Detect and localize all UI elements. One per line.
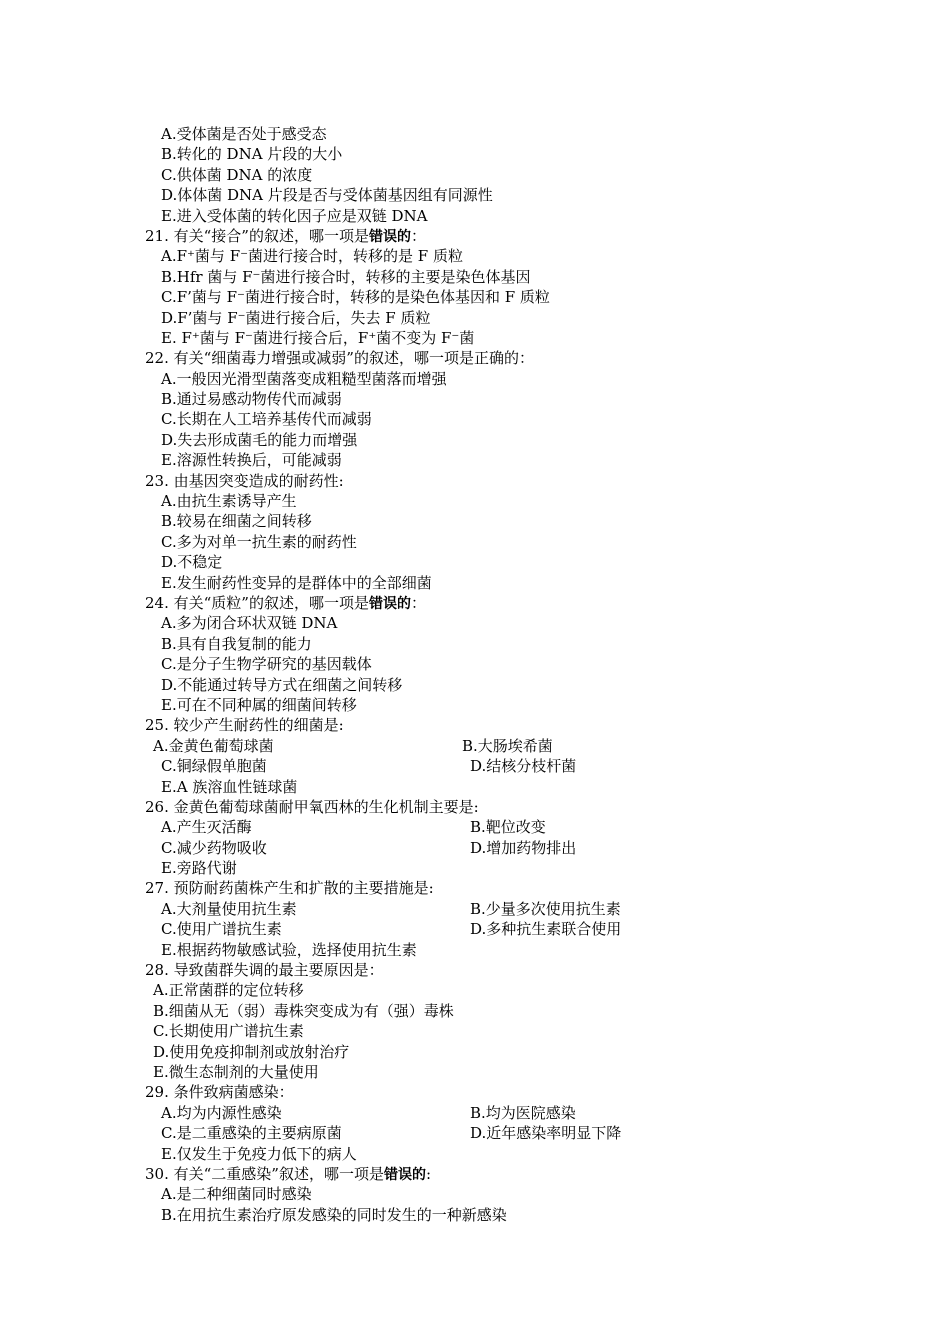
option-line bbox=[0, 695, 950, 715]
option-text: C.是二重感染的主要病原菌 bbox=[161, 1124, 342, 1143]
option-line bbox=[0, 980, 950, 1000]
option-text: E.根据药物敏感试验，选择使用抗生素 bbox=[161, 940, 417, 959]
option-text: E.发生耐药性变异的是群体中的全部细菌 bbox=[161, 573, 432, 592]
question-text: 22. 有关“细菌毒力增强或减弱”的叙述，哪一项是正确的： bbox=[145, 349, 534, 368]
option-text: B.通过易感动物传代而减弱 bbox=[161, 390, 342, 409]
option-line bbox=[0, 634, 950, 654]
option-line bbox=[0, 675, 950, 695]
option-text: E.溶源性转换后，可能减弱 bbox=[161, 451, 342, 470]
option-text: E.微生态制剂的大量使用 bbox=[153, 1062, 319, 1081]
question-stem bbox=[0, 715, 950, 735]
question-text: 26. 金黄色葡萄球菌耐甲氧西林的生化机制主要是: bbox=[145, 797, 479, 816]
option-line bbox=[0, 777, 950, 797]
option-line bbox=[0, 940, 950, 960]
option-line bbox=[0, 328, 950, 348]
option-line bbox=[0, 1001, 950, 1021]
question-stem bbox=[0, 1082, 950, 1102]
option-row bbox=[0, 1103, 950, 1123]
option-line bbox=[0, 1205, 950, 1225]
question-stem bbox=[0, 593, 950, 613]
option-line bbox=[0, 511, 950, 531]
option-text: E.旁路代谢 bbox=[161, 859, 237, 878]
option-line bbox=[0, 267, 950, 287]
option-text: C.供体菌 DNA 的浓度 bbox=[161, 165, 313, 184]
option-text: E.仅发生于免疫力低下的病人 bbox=[161, 1144, 357, 1163]
question-text: 24. 有关“质粒”的叙述，哪一项是 bbox=[145, 593, 369, 612]
option-text: B.靶位改变 bbox=[470, 818, 546, 837]
option-text: C.铜绿假单胞菌 bbox=[161, 757, 267, 776]
option-line bbox=[0, 369, 950, 389]
option-text: A.多为闭合环状双链 DNA bbox=[161, 614, 338, 633]
option-text: E.A 族溶血性链球菌 bbox=[161, 777, 298, 796]
option-text: A.F⁺菌与 F⁻菌进行接合时，转移的是 F 质粒 bbox=[161, 247, 463, 266]
option-text: A.正常菌群的定位转移 bbox=[153, 981, 304, 1000]
document-page bbox=[0, 124, 950, 1225]
option-line bbox=[0, 165, 950, 185]
option-text: C.F’菌与 F⁻菌进行接合时，转移的是染色体基因和 F 质粒 bbox=[161, 288, 550, 307]
option-text: C.使用广谱抗生素 bbox=[161, 920, 282, 939]
option-text: E.可在不同种属的细菌间转移 bbox=[161, 695, 357, 714]
question-punctuation: ： bbox=[410, 593, 426, 612]
question-punctuation: : bbox=[425, 1164, 432, 1183]
option-line bbox=[0, 1021, 950, 1041]
option-text: D.结核分枝杆菌 bbox=[470, 757, 577, 776]
option-line bbox=[0, 409, 950, 429]
option-line bbox=[0, 246, 950, 266]
option-text: A.由抗生素诱导产生 bbox=[161, 492, 297, 511]
option-line bbox=[0, 124, 950, 144]
option-line bbox=[0, 1144, 950, 1164]
option-text: D.增加药物排出 bbox=[470, 838, 577, 857]
option-text: D.不稳定 bbox=[161, 553, 223, 572]
option-text: B.转化的 DNA 片段的大小 bbox=[161, 145, 343, 164]
option-text: A.金黄色葡萄球菌 bbox=[153, 736, 274, 755]
option-row bbox=[0, 899, 950, 919]
option-text: D.不能通过转导方式在细菌之间转移 bbox=[161, 675, 403, 694]
option-text: C.是分子生物学研究的基因载体 bbox=[161, 655, 372, 674]
emphasis-text: 错误的 bbox=[383, 1166, 426, 1183]
option-line bbox=[0, 308, 950, 328]
option-text: B.Hfr 菌与 F⁻菌进行接合时，转移的主要是染色体基因 bbox=[161, 267, 531, 286]
option-text: D.近年感染率明显下降 bbox=[470, 1124, 622, 1143]
option-row bbox=[0, 838, 950, 858]
option-text: D.F’菌与 F⁻菌进行接合后，失去 F 质粒 bbox=[161, 308, 431, 327]
option-row bbox=[0, 817, 950, 837]
option-text: A.一般因光滑型菌落变成粗糙型菌落而增强 bbox=[161, 369, 447, 388]
option-line bbox=[0, 185, 950, 205]
option-row bbox=[0, 919, 950, 939]
option-text: E. F⁺菌与 F⁻菌进行接合后，F⁺菌不变为 F⁻菌 bbox=[161, 328, 475, 347]
option-line bbox=[0, 858, 950, 878]
option-text: B.大肠埃希菌 bbox=[462, 736, 553, 755]
question-text: 25. 较少产生耐药性的细菌是: bbox=[145, 716, 344, 735]
question-text: 27. 预防耐药菌株产生和扩散的主要措施是: bbox=[145, 879, 434, 898]
option-text: A.大剂量使用抗生素 bbox=[161, 899, 297, 918]
option-row bbox=[0, 736, 950, 756]
question-text: 30. 有关“二重感染”叙述，哪一项是 bbox=[145, 1164, 384, 1183]
option-line bbox=[0, 389, 950, 409]
emphasis-text: 错误的 bbox=[368, 228, 411, 245]
question-text: 29. 条件致病菌感染： bbox=[145, 1083, 294, 1102]
option-text: D.多种抗生素联合使用 bbox=[470, 920, 622, 939]
option-text: B.少量多次使用抗生素 bbox=[470, 899, 621, 918]
option-line bbox=[0, 206, 950, 226]
option-row bbox=[0, 756, 950, 776]
option-text: A.均为内源性感染 bbox=[161, 1103, 282, 1122]
option-line bbox=[0, 430, 950, 450]
option-text: E.进入受体菌的转化因子应是双链 DNA bbox=[161, 206, 428, 225]
option-line bbox=[0, 144, 950, 164]
option-text: B.细菌从无（弱）毒株突变成为有（强）毒株 bbox=[153, 1001, 454, 1020]
option-line bbox=[0, 450, 950, 470]
option-row bbox=[0, 1123, 950, 1143]
option-line bbox=[0, 532, 950, 552]
option-text: B.具有自我复制的能力 bbox=[161, 634, 312, 653]
option-line bbox=[0, 573, 950, 593]
option-text: C.减少药物吸收 bbox=[161, 838, 267, 857]
option-line bbox=[0, 1184, 950, 1204]
option-line bbox=[0, 1042, 950, 1062]
question-stem bbox=[0, 960, 950, 980]
question-stem bbox=[0, 797, 950, 817]
option-text: D.失去形成菌毛的能力而增强 bbox=[161, 430, 358, 449]
question-text: 21. 有关“接合”的叙述，哪一项是 bbox=[145, 226, 369, 245]
option-line bbox=[0, 1062, 950, 1082]
option-text: D.体体菌 DNA 片段是否与受体菌基因组有同源性 bbox=[161, 186, 493, 205]
option-text: B.在用抗生素治疗原发感染的同时发生的一种新感染 bbox=[161, 1205, 507, 1224]
question-stem bbox=[0, 348, 950, 368]
option-line bbox=[0, 287, 950, 307]
option-text: A.产生灭活酶 bbox=[161, 818, 252, 837]
option-text: C.长期使用广谱抗生素 bbox=[153, 1022, 304, 1041]
option-text: A.是二种细菌同时感染 bbox=[161, 1185, 312, 1204]
question-text: 23. 由基因突变造成的耐药性: bbox=[145, 471, 344, 490]
question-punctuation: ： bbox=[410, 226, 426, 245]
option-line bbox=[0, 491, 950, 511]
option-text: C.长期在人工培养基传代而减弱 bbox=[161, 410, 372, 429]
question-stem bbox=[0, 226, 950, 246]
option-text: C.多为对单一抗生素的耐药性 bbox=[161, 532, 357, 551]
option-text: A.受体菌是否处于感受态 bbox=[161, 125, 327, 143]
question-text: 28. 导致菌群失调的最主要原因是： bbox=[145, 961, 384, 980]
option-text: B.较易在细菌之间转移 bbox=[161, 512, 312, 531]
option-line bbox=[0, 552, 950, 572]
option-text: D.使用免疫抑制剂或放射治疗 bbox=[153, 1042, 350, 1061]
emphasis-text: 错误的 bbox=[368, 595, 411, 612]
question-stem bbox=[0, 878, 950, 898]
option-line bbox=[0, 613, 950, 633]
question-stem bbox=[0, 471, 950, 491]
question-stem bbox=[0, 1164, 950, 1184]
option-line bbox=[0, 654, 950, 674]
option-text: B.均为医院感染 bbox=[470, 1103, 576, 1122]
